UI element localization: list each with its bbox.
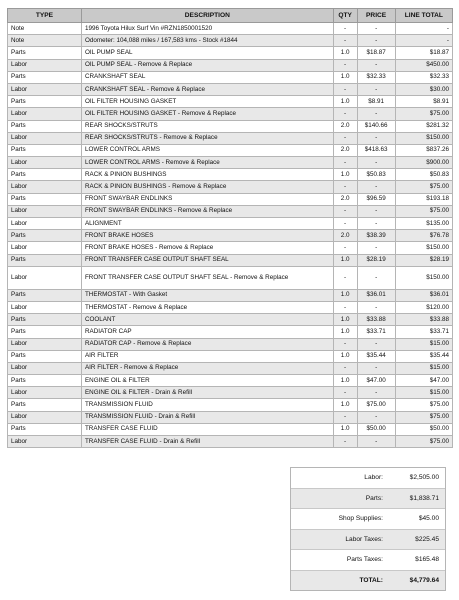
row-price-cell: $75.00 (357, 399, 395, 411)
row-type-cell: Parts (8, 350, 82, 362)
row-description-cell: LOWER CONTROL ARMS - Remove & Replace (81, 157, 333, 169)
row-qty-cell: 2.0 (333, 144, 357, 156)
table-row (8, 399, 453, 411)
row-line-total-cell: $75.00 (395, 399, 452, 411)
table-row (8, 205, 453, 217)
row-description-cell: 1996 Toyota Hilux Surf Vin #RZN1850001520 (81, 23, 333, 35)
table-row (8, 193, 453, 205)
row-price-cell: - (357, 59, 395, 71)
summary-parts-label: Parts: (365, 494, 383, 502)
summary-labor-label: Labor: (364, 474, 383, 482)
row-line-total-cell: $75.00 (395, 181, 452, 193)
table-row (8, 35, 453, 47)
row-line-total-cell: $450.00 (395, 59, 452, 71)
table-row (8, 289, 453, 301)
row-description-cell: OIL FILTER HOUSING GASKET (81, 96, 333, 108)
table-row (8, 436, 453, 448)
row-qty-cell: - (333, 132, 357, 144)
table-row (8, 71, 453, 83)
table-row (8, 301, 453, 313)
table-row (8, 242, 453, 254)
row-type-cell: Parts (8, 314, 82, 326)
header-type: TYPE (8, 9, 82, 23)
table-row (8, 169, 453, 181)
row-qty-cell: - (333, 362, 357, 374)
table-row (8, 157, 453, 169)
row-line-total-cell: $32.33 (395, 71, 452, 83)
row-type-cell: Labor (8, 411, 82, 423)
row-description-cell: REAR SHOCKS/STRUTS (81, 120, 333, 132)
summary-total-value: $4,779.64 (409, 576, 439, 584)
row-price-cell: - (357, 23, 395, 35)
row-type-cell: Parts (8, 96, 82, 108)
row-description-cell: FRONT TRANSFER CASE OUTPUT SHAFT SEAL (81, 254, 333, 266)
row-description-cell: RACK & PINION BUSHINGS (81, 169, 333, 181)
row-type-cell: Note (8, 23, 82, 35)
row-line-total-cell: $50.83 (395, 169, 452, 181)
row-qty-cell: 1.0 (333, 169, 357, 181)
row-type-cell: Labor (8, 242, 82, 254)
row-type-cell: Parts (8, 169, 82, 181)
row-qty-cell: 2.0 (333, 230, 357, 242)
row-line-total-cell: $75.00 (395, 436, 452, 448)
row-type-cell: Parts (8, 120, 82, 132)
row-qty-cell: - (333, 59, 357, 71)
row-qty-cell: - (333, 218, 357, 230)
table-row (8, 23, 453, 35)
row-line-total-cell: $150.00 (395, 242, 452, 254)
row-qty-cell: 1.0 (333, 375, 357, 387)
row-line-total-cell: $193.18 (395, 193, 452, 205)
row-type-cell: Parts (8, 326, 82, 338)
row-price-cell: $33.71 (357, 326, 395, 338)
row-type-cell: Parts (8, 399, 82, 411)
row-type-cell: Parts (8, 230, 82, 242)
row-qty-cell: 1.0 (333, 423, 357, 435)
row-description-cell: TRANSMISSION FLUID - Drain & Refill (81, 411, 333, 423)
header-line-total: LINE TOTAL (395, 9, 452, 23)
row-line-total-cell: $76.78 (395, 230, 452, 242)
row-line-total-cell: $135.00 (395, 218, 452, 230)
row-qty-cell: - (333, 436, 357, 448)
row-type-cell: Labor (8, 266, 82, 289)
summary-parts-row (291, 489, 445, 510)
table-row (8, 375, 453, 387)
header-description: DESCRIPTION (81, 9, 333, 23)
row-line-total-cell: $30.00 (395, 83, 452, 95)
table-row (8, 350, 453, 362)
row-price-cell: $50.00 (357, 423, 395, 435)
row-description-cell: THERMOSTAT - Remove & Replace (81, 301, 333, 313)
row-type-cell: Labor (8, 83, 82, 95)
row-line-total-cell: $33.71 (395, 326, 452, 338)
row-type-cell: Labor (8, 157, 82, 169)
row-description-cell: Odometer: 104,088 miles / 167,583 kms - Stock #1844 (81, 35, 333, 47)
row-type-cell: Parts (8, 71, 82, 83)
row-description-cell: CRANKSHAFT SEAL - Remove & Replace (81, 83, 333, 95)
row-type-cell: Parts (8, 289, 82, 301)
summary-total-row (291, 571, 445, 591)
table-row (8, 411, 453, 423)
table-row (8, 266, 453, 289)
row-price-cell: - (357, 35, 395, 47)
row-price-cell: $18.87 (357, 47, 395, 59)
row-line-total-cell: $47.00 (395, 375, 452, 387)
line-items-body (8, 23, 453, 448)
row-type-cell: Labor (8, 205, 82, 217)
row-price-cell: $36.01 (357, 289, 395, 301)
row-qty-cell: 1.0 (333, 326, 357, 338)
table-row (8, 181, 453, 193)
row-price-cell: - (357, 218, 395, 230)
row-type-cell: Labor (8, 218, 82, 230)
row-line-total-cell: $15.00 (395, 387, 452, 399)
row-description-cell: AIR FILTER - Remove & Replace (81, 362, 333, 374)
row-description-cell: THERMOSTAT - With Gasket (81, 289, 333, 301)
header-qty: QTY (333, 9, 357, 23)
row-price-cell: $33.88 (357, 314, 395, 326)
row-description-cell: CRANKSHAFT SEAL (81, 71, 333, 83)
row-type-cell: Labor (8, 108, 82, 120)
row-price-cell: $418.63 (357, 144, 395, 156)
row-qty-cell: - (333, 157, 357, 169)
row-line-total-cell: $75.00 (395, 108, 452, 120)
row-qty-cell: - (333, 242, 357, 254)
row-qty-cell: 1.0 (333, 350, 357, 362)
row-line-total-cell: $50.00 (395, 423, 452, 435)
row-price-cell: - (357, 181, 395, 193)
row-description-cell: OIL PUMP SEAL (81, 47, 333, 59)
table-row (8, 96, 453, 108)
summary-labor-taxes-label: Labor Taxes: (345, 535, 383, 543)
row-line-total-cell: $15.00 (395, 362, 452, 374)
row-price-cell: $32.33 (357, 71, 395, 83)
row-price-cell: - (357, 242, 395, 254)
row-qty-cell: 1.0 (333, 47, 357, 59)
row-description-cell: FRONT SWAYBAR ENDLINKS (81, 193, 333, 205)
row-description-cell: REAR SHOCKS/STRUTS - Remove & Replace (81, 132, 333, 144)
row-line-total-cell: $150.00 (395, 266, 452, 289)
table-row (8, 47, 453, 59)
row-price-cell: - (357, 205, 395, 217)
row-line-total-cell: $35.44 (395, 350, 452, 362)
row-price-cell: - (357, 362, 395, 374)
row-qty-cell: 1.0 (333, 71, 357, 83)
summary-shop-supplies-value: $45.00 (418, 515, 439, 523)
row-qty-cell: - (333, 411, 357, 423)
row-price-cell: - (357, 108, 395, 120)
summary-parts-taxes-row (291, 550, 445, 571)
row-price-cell: $140.66 (357, 120, 395, 132)
row-qty-cell: - (333, 301, 357, 313)
row-qty-cell: - (333, 266, 357, 289)
row-price-cell: $47.00 (357, 375, 395, 387)
row-price-cell: - (357, 436, 395, 448)
summary-parts-value: $1,838.71 (409, 494, 439, 502)
row-line-total-cell: $900.00 (395, 157, 452, 169)
row-qty-cell: 1.0 (333, 314, 357, 326)
row-line-total-cell: $36.01 (395, 289, 452, 301)
row-description-cell: TRANSFER CASE FLUID - Drain & Refill (81, 436, 333, 448)
table-row (8, 387, 453, 399)
row-line-total-cell: $33.88 (395, 314, 452, 326)
row-price-cell: $96.59 (357, 193, 395, 205)
table-row (8, 83, 453, 95)
row-type-cell: Labor (8, 181, 82, 193)
row-description-cell: FRONT BRAKE HOSES (81, 230, 333, 242)
row-qty-cell: 1.0 (333, 289, 357, 301)
row-price-cell: - (357, 157, 395, 169)
row-description-cell: FRONT BRAKE HOSES - Remove & Replace (81, 242, 333, 254)
row-line-total-cell: $837.26 (395, 144, 452, 156)
row-line-total-cell: - (395, 23, 452, 35)
row-type-cell: Labor (8, 362, 82, 374)
row-description-cell: ENGINE OIL & FILTER (81, 375, 333, 387)
row-type-cell: Labor (8, 301, 82, 313)
row-qty-cell: - (333, 387, 357, 399)
row-type-cell: Labor (8, 436, 82, 448)
summary-parts-taxes-label: Parts Taxes: (346, 556, 383, 564)
summary-total-label: TOTAL: (359, 576, 383, 584)
summary-labor-value: $2,505.00 (409, 474, 439, 482)
row-type-cell: Labor (8, 59, 82, 71)
summary-parts-taxes-value: $165.48 (415, 556, 439, 564)
row-qty-cell: - (333, 108, 357, 120)
row-type-cell: Parts (8, 254, 82, 266)
table-row (8, 423, 453, 435)
row-qty-cell: - (333, 83, 357, 95)
row-description-cell: COOLANT (81, 314, 333, 326)
row-type-cell: Parts (8, 47, 82, 59)
row-line-total-cell: $120.00 (395, 301, 452, 313)
row-description-cell: AIR FILTER (81, 350, 333, 362)
row-type-cell: Parts (8, 193, 82, 205)
row-price-cell: - (357, 411, 395, 423)
row-price-cell: - (357, 83, 395, 95)
row-line-total-cell: $28.19 (395, 254, 452, 266)
invoice-sheet (7, 8, 455, 448)
row-type-cell: Labor (8, 338, 82, 350)
table-row (8, 144, 453, 156)
summary-shop-supplies-label: Shop Supplies: (338, 515, 383, 523)
row-qty-cell: 2.0 (333, 120, 357, 132)
row-price-cell: - (357, 387, 395, 399)
row-qty-cell: 2.0 (333, 193, 357, 205)
summary-labor-row (291, 468, 445, 489)
row-line-total-cell: $75.00 (395, 205, 452, 217)
row-description-cell: ENGINE OIL & FILTER - Drain & Refill (81, 387, 333, 399)
row-price-cell: - (357, 301, 395, 313)
row-qty-cell: 1.0 (333, 96, 357, 108)
row-description-cell: RADIATOR CAP - Remove & Replace (81, 338, 333, 350)
row-price-cell: $8.91 (357, 96, 395, 108)
row-line-total-cell: $8.91 (395, 96, 452, 108)
row-line-total-cell: $15.00 (395, 338, 452, 350)
line-items-table (7, 8, 453, 448)
row-description-cell: TRANSMISSION FLUID (81, 399, 333, 411)
row-qty-cell: - (333, 205, 357, 217)
row-description-cell: ALIGNMENT (81, 218, 333, 230)
table-row (8, 314, 453, 326)
row-price-cell: $38.39 (357, 230, 395, 242)
row-line-total-cell: - (395, 35, 452, 47)
totals-summary (290, 467, 446, 591)
table-row (8, 108, 453, 120)
row-qty-cell: - (333, 23, 357, 35)
row-line-total-cell: $75.00 (395, 411, 452, 423)
row-type-cell: Parts (8, 423, 82, 435)
row-qty-cell: 1.0 (333, 254, 357, 266)
row-line-total-cell: $150.00 (395, 132, 452, 144)
table-row (8, 326, 453, 338)
row-description-cell: OIL FILTER HOUSING GASKET - Remove & Replace (81, 108, 333, 120)
table-row (8, 254, 453, 266)
table-row (8, 132, 453, 144)
row-line-total-cell: $18.87 (395, 47, 452, 59)
row-description-cell: RADIATOR CAP (81, 326, 333, 338)
row-qty-cell: - (333, 181, 357, 193)
row-type-cell: Note (8, 35, 82, 47)
header-price: PRICE (357, 9, 395, 23)
table-row (8, 338, 453, 350)
row-qty-cell: 1.0 (333, 399, 357, 411)
row-price-cell: $35.44 (357, 350, 395, 362)
row-description-cell: TRANSFER CASE FLUID (81, 423, 333, 435)
row-price-cell: - (357, 266, 395, 289)
row-description-cell: OIL PUMP SEAL - Remove & Replace (81, 59, 333, 71)
row-description-cell: LOWER CONTROL ARMS (81, 144, 333, 156)
row-description-cell: FRONT TRANSFER CASE OUTPUT SHAFT SEAL - Remove & Replace (81, 266, 333, 289)
row-description-cell: FRONT SWAYBAR ENDLINKS - Remove & Replace (81, 205, 333, 217)
summary-shop-supplies-row (291, 509, 445, 530)
table-row (8, 362, 453, 374)
row-type-cell: Parts (8, 144, 82, 156)
row-price-cell: - (357, 132, 395, 144)
table-header-row (8, 9, 453, 23)
row-type-cell: Labor (8, 132, 82, 144)
row-price-cell: $50.83 (357, 169, 395, 181)
table-row (8, 59, 453, 71)
row-qty-cell: - (333, 35, 357, 47)
row-type-cell: Parts (8, 375, 82, 387)
row-type-cell: Labor (8, 387, 82, 399)
row-price-cell: - (357, 338, 395, 350)
table-row (8, 230, 453, 242)
table-row (8, 120, 453, 132)
row-description-cell: RACK & PINION BUSHINGS - Remove & Replace (81, 181, 333, 193)
row-qty-cell: - (333, 338, 357, 350)
row-price-cell: $28.19 (357, 254, 395, 266)
summary-labor-taxes-row (291, 530, 445, 551)
table-row (8, 218, 453, 230)
summary-labor-taxes-value: $225.45 (415, 535, 439, 543)
row-line-total-cell: $281.32 (395, 120, 452, 132)
